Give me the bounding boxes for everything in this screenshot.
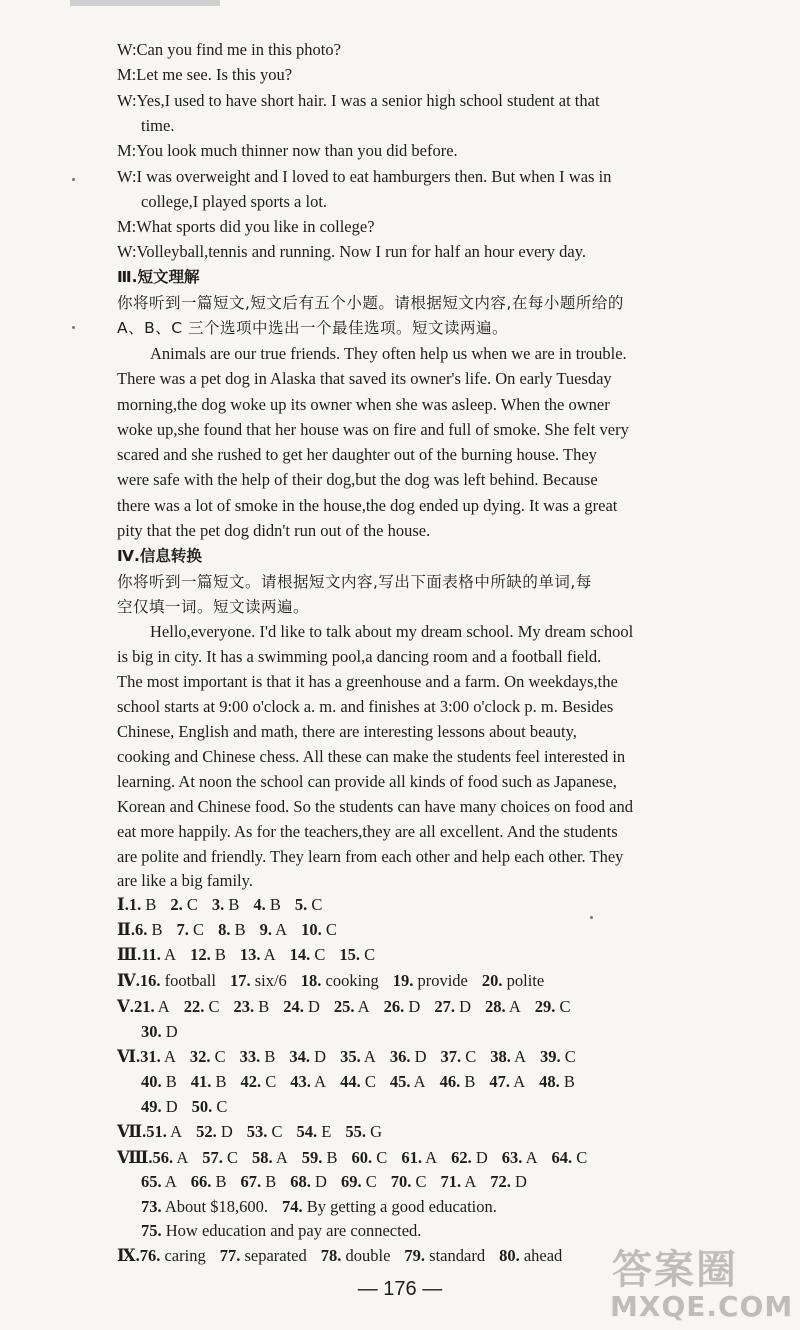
answer-number: 11. [141,945,161,964]
answer-value: B [165,1072,177,1091]
answer-section-numeral: Ⅵ. [117,1047,141,1066]
answer-number: 76. [139,1246,161,1265]
answer-value: B [215,1072,227,1091]
answer-number: 58. [252,1148,273,1167]
answer-value: C [311,895,323,914]
answer-value: B [265,1172,277,1191]
answer-number: 77. [219,1246,241,1265]
answer-value: C [415,1172,427,1191]
answer-number: 32. [189,1047,211,1066]
answer-value: C [265,1072,277,1091]
answer-value: C [364,945,376,964]
answer-section-numeral: Ⅷ. [117,1148,153,1167]
answer-number: 79. [404,1246,426,1265]
answer-number: 49. [141,1097,162,1116]
answer-section-numeral: Ⅸ. [117,1246,140,1265]
site-watermark [600,1238,794,1326]
section-heading: Ⅳ.信息转换 [117,547,202,565]
answer-value: D [314,1047,327,1066]
answer-value: D [408,997,421,1016]
answer-number: 51. [146,1122,167,1141]
answer-number: 9. [259,920,272,939]
answer-value: B [234,920,246,939]
answer-number: 24. [283,997,304,1016]
answer-number: 80. [499,1246,520,1265]
dialogue-line: M:Let me see. Is this you? [117,65,293,84]
speck [72,326,75,329]
answer-number: 39. [540,1047,561,1066]
answer-number: 25. [333,997,355,1016]
answer-value: B [214,945,226,964]
answer-number: 47. [489,1072,510,1091]
passage-line: learning. At noon the school can provide all kinds of food such as Japanese, [117,772,617,791]
answer-row [141,1070,741,1094]
answer-number: 12. [190,945,211,964]
answer-number: 17. [229,971,251,990]
answer-value: D [414,1047,427,1066]
answer-value: A [508,997,521,1016]
answer-value: B [326,1148,338,1167]
answer-value: C [227,1148,239,1167]
answer-value: C [576,1148,588,1167]
answer-row [117,918,717,942]
answer-number: 22. [183,997,205,1016]
answer-value: separated [244,1246,307,1265]
passage-line: morning,the dog woke up its owner when she was asleep. When the owner [117,395,610,414]
answer-value: C [271,1122,283,1141]
dialogue-line: W:Yes,I used to have short hair. I was a senior high school student at that [117,91,600,110]
answer-value: A [464,1172,477,1191]
answer-row [117,1146,717,1170]
answer-number: 45. [389,1072,411,1091]
answer-number: 53. [246,1122,268,1141]
answer-number: 41. [190,1072,212,1091]
answer-number: 68. [290,1172,311,1191]
answer-value: D [307,997,320,1016]
answer-number: 31. [140,1047,161,1066]
answer-value: A [164,945,177,964]
answer-number: 54. [296,1122,318,1141]
answer-number: 59. [301,1148,323,1167]
answer-value: C [364,1072,376,1091]
answer-value: D [165,1022,178,1041]
answer-value: A [363,1047,376,1066]
answer-value: C [214,1047,226,1066]
answer-number: 5. [294,895,308,914]
answer-section-numeral: Ⅳ. [117,971,140,990]
answer-value: football [164,971,216,990]
answer-number: 65. [141,1172,162,1191]
answer-value: D [515,1172,527,1191]
answer-number: 67. [240,1172,262,1191]
answer-value: A [525,1148,538,1167]
answer-row [141,1195,741,1219]
answer-number: 8. [218,920,231,939]
answer-section-numeral: Ⅰ. [117,895,129,914]
answer-value: C [376,1148,388,1167]
answer-value: B [269,895,281,914]
dialogue-line: W:Can you find me in this photo? [117,40,341,59]
passage-line: scared and she rushed to get her daughter out of the burning house. They [117,445,597,464]
answer-number: 46. [439,1072,461,1091]
answer-number: 23. [233,997,255,1016]
answer-number: 74. [281,1197,303,1216]
answer-value: C [365,1172,377,1191]
answer-row [117,1120,717,1144]
answer-value: C [465,1047,477,1066]
answer-value: A [263,945,276,964]
answer-number: 38. [490,1047,511,1066]
answer-value: C [208,997,220,1016]
answer-row [141,1170,741,1194]
answer-row [117,893,717,917]
answer-number: 10. [301,920,322,939]
answer-value: A [275,920,288,939]
answer-number: 52. [196,1122,217,1141]
passage-line: woke up,she found that her house was on fire and full of smoke. She felt very [117,420,629,439]
passage-line: Animals are our true friends. They often help us when we are in trouble. [150,344,627,363]
answer-number: 2. [170,895,183,914]
answer-value: caring [164,1246,206,1265]
answer-value: standard [429,1246,486,1265]
answer-value: B [228,895,240,914]
passage-line: school starts at 9:00 o'clock a. m. and finishes at 3:00 o'clock p. m. Besides [117,697,614,716]
answer-value: A [164,1172,177,1191]
dialogue-line: M:What sports did you like in college? [117,217,375,236]
answer-value: A [163,1047,176,1066]
answer-number: 37. [440,1047,462,1066]
answer-value: C [325,920,337,939]
answer-number: 26. [383,997,405,1016]
passage-line: There was a pet dog in Alaska that saved its owner's life. On early Tuesday [117,369,612,388]
watermark-url: MXQE.COM [610,1290,794,1323]
answer-number: 13. [239,945,261,964]
answer-section-numeral: Ⅶ. [117,1122,147,1141]
answer-value: B [215,1172,227,1191]
answer-value: How education and pay are connected. [165,1221,422,1240]
answer-value: D [459,997,472,1016]
answer-value: A [170,1122,183,1141]
answer-number: 70. [390,1172,412,1191]
top-rule [70,0,220,6]
answer-number: 62. [451,1148,472,1167]
answer-number: 1. [128,895,142,914]
answer-value: A [513,1072,526,1091]
instruction-line: 你将听到一篇短文。请根据短文内容,写出下面表格中所缺的单词,每 [117,573,592,591]
watermark-logo-text: 答案圈 [612,1247,738,1293]
answer-value: double [345,1246,391,1265]
answer-value: cooking [325,971,379,990]
answer-row [117,969,717,993]
dialogue-line: time. [141,116,175,135]
answer-value: B [563,1072,575,1091]
answer-value: A [176,1148,189,1167]
answer-value: D [220,1122,233,1141]
answer-number: 66. [190,1172,212,1191]
answer-value: C [564,1047,576,1066]
answer-value: polite [506,971,545,990]
answer-number: 42. [240,1072,262,1091]
answer-number: 19. [392,971,414,990]
answer-value: C [559,997,571,1016]
answer-number: 57. [202,1148,223,1167]
answer-number: 55. [345,1122,366,1141]
answer-value: D [475,1148,488,1167]
passage-line: Hello,everyone. I'd like to talk about my dream school. My dream school [150,622,634,641]
answer-value: B [258,997,270,1016]
answer-number: 40. [141,1072,162,1091]
answer-number: 61. [401,1148,422,1167]
dialogue-line: W:I was overweight and I loved to eat hamburgers then. But when I was in [117,167,612,186]
answer-number: 50. [191,1097,213,1116]
answer-number: 21. [133,997,155,1016]
passage-line: there was a lot of smoke in the house,the dog ended up dying. It was a great [117,496,618,515]
answer-value: About $18,600. [164,1197,268,1216]
answer-value: G [370,1122,383,1141]
answer-number: 35. [340,1047,361,1066]
answer-section-numeral: Ⅲ. [117,945,142,964]
answer-section-numeral: Ⅱ. [117,920,136,939]
dialogue-line: M:You look much thinner now than you did before. [117,141,458,160]
answer-number: 20. [481,971,503,990]
answer-value: B [464,1072,476,1091]
answer-number: 48. [539,1072,560,1091]
answer-number: 6. [135,920,148,939]
answer-row [141,1020,741,1044]
passage-line: The most important is that it has a greenhouse and a farm. On weekdays,the [117,672,618,691]
answer-number: 64. [551,1148,573,1167]
answer-section-numeral: Ⅴ. [117,997,134,1016]
answer-number: 29. [534,997,556,1016]
answer-number: 44. [340,1072,361,1091]
answer-value: B [151,920,163,939]
answer-value: E [321,1122,332,1141]
answer-number: 56. [152,1148,174,1167]
passage-line: pity that the pet dog didn't run out of the house. [117,521,431,540]
answer-value: By getting a good education. [306,1197,497,1216]
passage-line: were safe with the help of their dog,but the dog was left behind. Because [117,470,598,489]
answer-number: 27. [434,997,455,1016]
answer-value: six/6 [254,971,287,990]
passage-line: Chinese, English and math, there are interesting lessons about beauty, [117,722,577,741]
answer-number: 30. [141,1022,162,1041]
answer-value: ahead [523,1246,563,1265]
answer-value: D [165,1097,178,1116]
answer-number: 18. [300,971,322,990]
dialogue-line: college,I played sports a lot. [141,192,328,211]
answer-number: 73. [141,1197,162,1216]
answer-value: A [357,997,370,1016]
answer-number: 15. [339,945,360,964]
instruction-line: 空仅填一词。短文读两遍。 [117,598,310,616]
passage-line: are like a big family. [117,871,253,890]
answer-value: C [216,1097,228,1116]
speck [590,916,593,919]
answer-number: 75. [141,1221,162,1240]
answer-number: 3. [211,895,225,914]
answer-number: 16. [139,971,161,990]
answer-value: A [157,997,170,1016]
answer-number: 34. [289,1047,311,1066]
answer-number: 43. [290,1072,311,1091]
answer-row [117,995,717,1019]
instruction-line: A、B、C 三个选项中选出一个最佳选项。短文读两遍。 [117,319,508,337]
answer-number: 63. [501,1148,523,1167]
answer-value: A [314,1072,327,1091]
answer-value: C [314,945,326,964]
instruction-line: 你将听到一篇短文,短文后有五个小题。请根据短文内容,在每小题所给的 [117,294,624,312]
answer-value: A [275,1148,288,1167]
answer-value: B [264,1047,276,1066]
page-number: — 176 — [357,1278,443,1300]
answer-number: 36. [389,1047,411,1066]
answer-row [117,1045,717,1069]
answer-value: B [145,895,157,914]
passage-line: are polite and friendly. They learn from each other and help each other. They [117,847,624,866]
answer-row [141,1095,741,1119]
answer-number: 7. [176,920,189,939]
answer-number: 72. [490,1172,511,1191]
answer-value: provide [417,971,468,990]
passage-line: Korean and Chinese food. So the students can have many choices on food and [117,797,633,816]
answer-number: 14. [289,945,311,964]
answer-value: C [193,920,205,939]
passage-line: is big in city. It has a swimming pool,a dancing room and a football field. [117,647,602,666]
answer-value: A [425,1148,438,1167]
passage-line: eat more happily. As for the teachers,they are all excellent. And the students [117,822,618,841]
section-heading: Ⅲ.短文理解 [117,268,200,286]
answer-number: 4. [253,895,266,914]
answer-value: A [514,1047,527,1066]
answer-number: 60. [351,1148,373,1167]
answer-value: D [315,1172,327,1191]
answer-number: 33. [239,1047,261,1066]
answer-value: C [186,895,198,914]
answer-number: 69. [340,1172,362,1191]
answer-value: A [413,1072,426,1091]
answer-row [117,943,717,967]
speck [72,178,75,181]
dialogue-line: W:Volleyball,tennis and running. Now I run for half an hour every day. [117,242,587,261]
answer-number: 78. [320,1246,342,1265]
passage-line: cooking and Chinese chess. All these can make the students feel interested in [117,747,626,766]
answer-number: 71. [440,1172,462,1191]
answer-number: 28. [485,997,506,1016]
